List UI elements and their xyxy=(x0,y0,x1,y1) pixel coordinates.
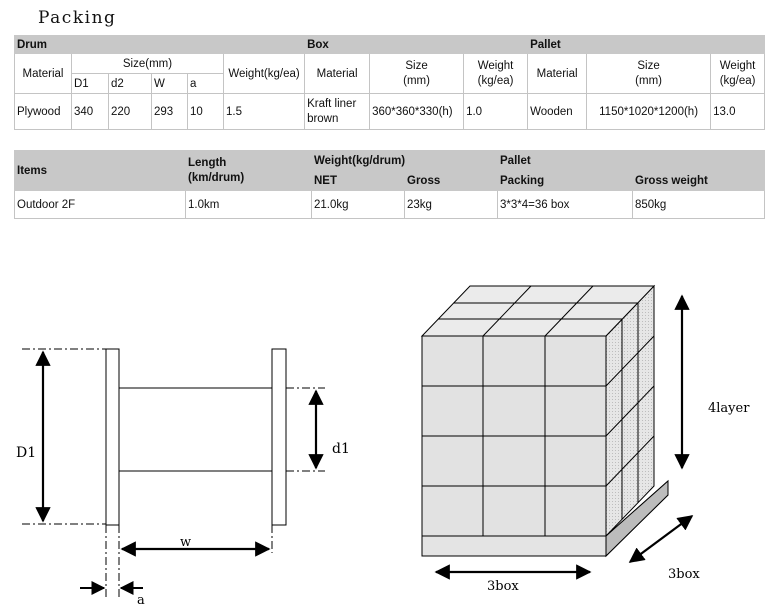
d1-value: 340 xyxy=(72,94,109,130)
box-size-label: Size xyxy=(405,59,428,72)
pallet-size-label: Size xyxy=(637,59,660,72)
gross-weight-value: 850kg xyxy=(633,191,765,219)
drum-left-flange xyxy=(106,349,119,525)
pallet-weight-unit: (kg/ea) xyxy=(719,74,756,87)
a-value: 10 xyxy=(188,94,224,130)
item-value: Outdoor 2F xyxy=(15,191,186,219)
box-material-value xyxy=(305,94,370,130)
d1-header: D1 xyxy=(72,74,109,94)
length-label: Length xyxy=(188,156,227,169)
drum-box-pallet-table xyxy=(14,35,765,130)
box-header: Box xyxy=(305,36,528,54)
drum-size-header: Size(mm) xyxy=(72,54,224,74)
pallet-size-value: 1150*1020*1200(h) xyxy=(587,94,711,130)
gross-header: Gross xyxy=(405,171,498,191)
pallet-material-header: Material xyxy=(528,54,587,94)
pallet-weight-label: Weight xyxy=(719,59,756,72)
box-weight-header xyxy=(464,54,528,94)
pallet-material-value: Wooden xyxy=(528,94,587,130)
pallet-header: Pallet xyxy=(528,36,765,54)
pallet-size-unit: (mm) xyxy=(635,74,662,87)
d2-header: d2 xyxy=(109,74,152,94)
pallet-weight-header xyxy=(711,54,765,94)
page-title: Packing xyxy=(38,8,117,28)
drum-right-flange xyxy=(272,349,286,525)
d2-value: 220 xyxy=(109,94,152,130)
box-weight-label: Weight xyxy=(477,59,514,72)
length-unit: (km/drum) xyxy=(188,171,245,184)
items-header: Items xyxy=(15,151,186,191)
box-material-line1: Kraft liner xyxy=(307,97,357,110)
packing-value: 3*3*4=36 box xyxy=(498,191,633,219)
drum-material-value: Plywood xyxy=(15,94,72,130)
box-size-value: 360*360*330(h) xyxy=(370,94,464,130)
length-header xyxy=(186,151,312,191)
box-weight-value: 1.0 xyxy=(464,94,528,130)
d1-small-label: d1 xyxy=(332,441,350,457)
gross-weight-header: Gross weight xyxy=(633,171,765,191)
front-box-label: 3box xyxy=(487,579,519,594)
box-size-unit: (mm) xyxy=(403,74,430,87)
drum-diagram xyxy=(0,330,380,614)
box-size-header xyxy=(370,54,464,94)
side-box-label: 3box xyxy=(668,567,700,582)
pallet-diagram xyxy=(400,270,774,614)
drum-material-header: Material xyxy=(15,54,72,94)
w-label: w xyxy=(180,535,192,550)
drum-weight-value: 1.5 xyxy=(224,94,305,130)
pallet-weight-value: 13.0 xyxy=(711,94,765,130)
cable-packing-table xyxy=(14,150,765,219)
packing-header: Packing xyxy=(498,171,633,191)
d1-label: D1 xyxy=(16,445,37,461)
pallet-base-front xyxy=(422,536,606,556)
net-header: NET xyxy=(312,171,405,191)
weight-header: Weight(kg/drum) xyxy=(312,151,498,171)
w-value: 293 xyxy=(152,94,188,130)
w-header: W xyxy=(152,74,188,94)
box-material-header: Material xyxy=(305,54,370,94)
a-label: a xyxy=(137,593,145,608)
length-value: 1.0km xyxy=(186,191,312,219)
gross-value: 23kg xyxy=(405,191,498,219)
box-material-line2: brown xyxy=(307,112,339,125)
drum-weight-header: Weight(kg/ea) xyxy=(224,54,305,94)
net-value: 21.0kg xyxy=(312,191,405,219)
drum-header: Drum xyxy=(15,36,305,54)
pallet-size-header xyxy=(587,54,711,94)
layer-label: 4layer xyxy=(708,401,750,416)
pallet-group-header: Pallet xyxy=(498,151,765,171)
a-header: a xyxy=(188,74,224,94)
box-weight-unit: (kg/ea) xyxy=(477,74,514,87)
